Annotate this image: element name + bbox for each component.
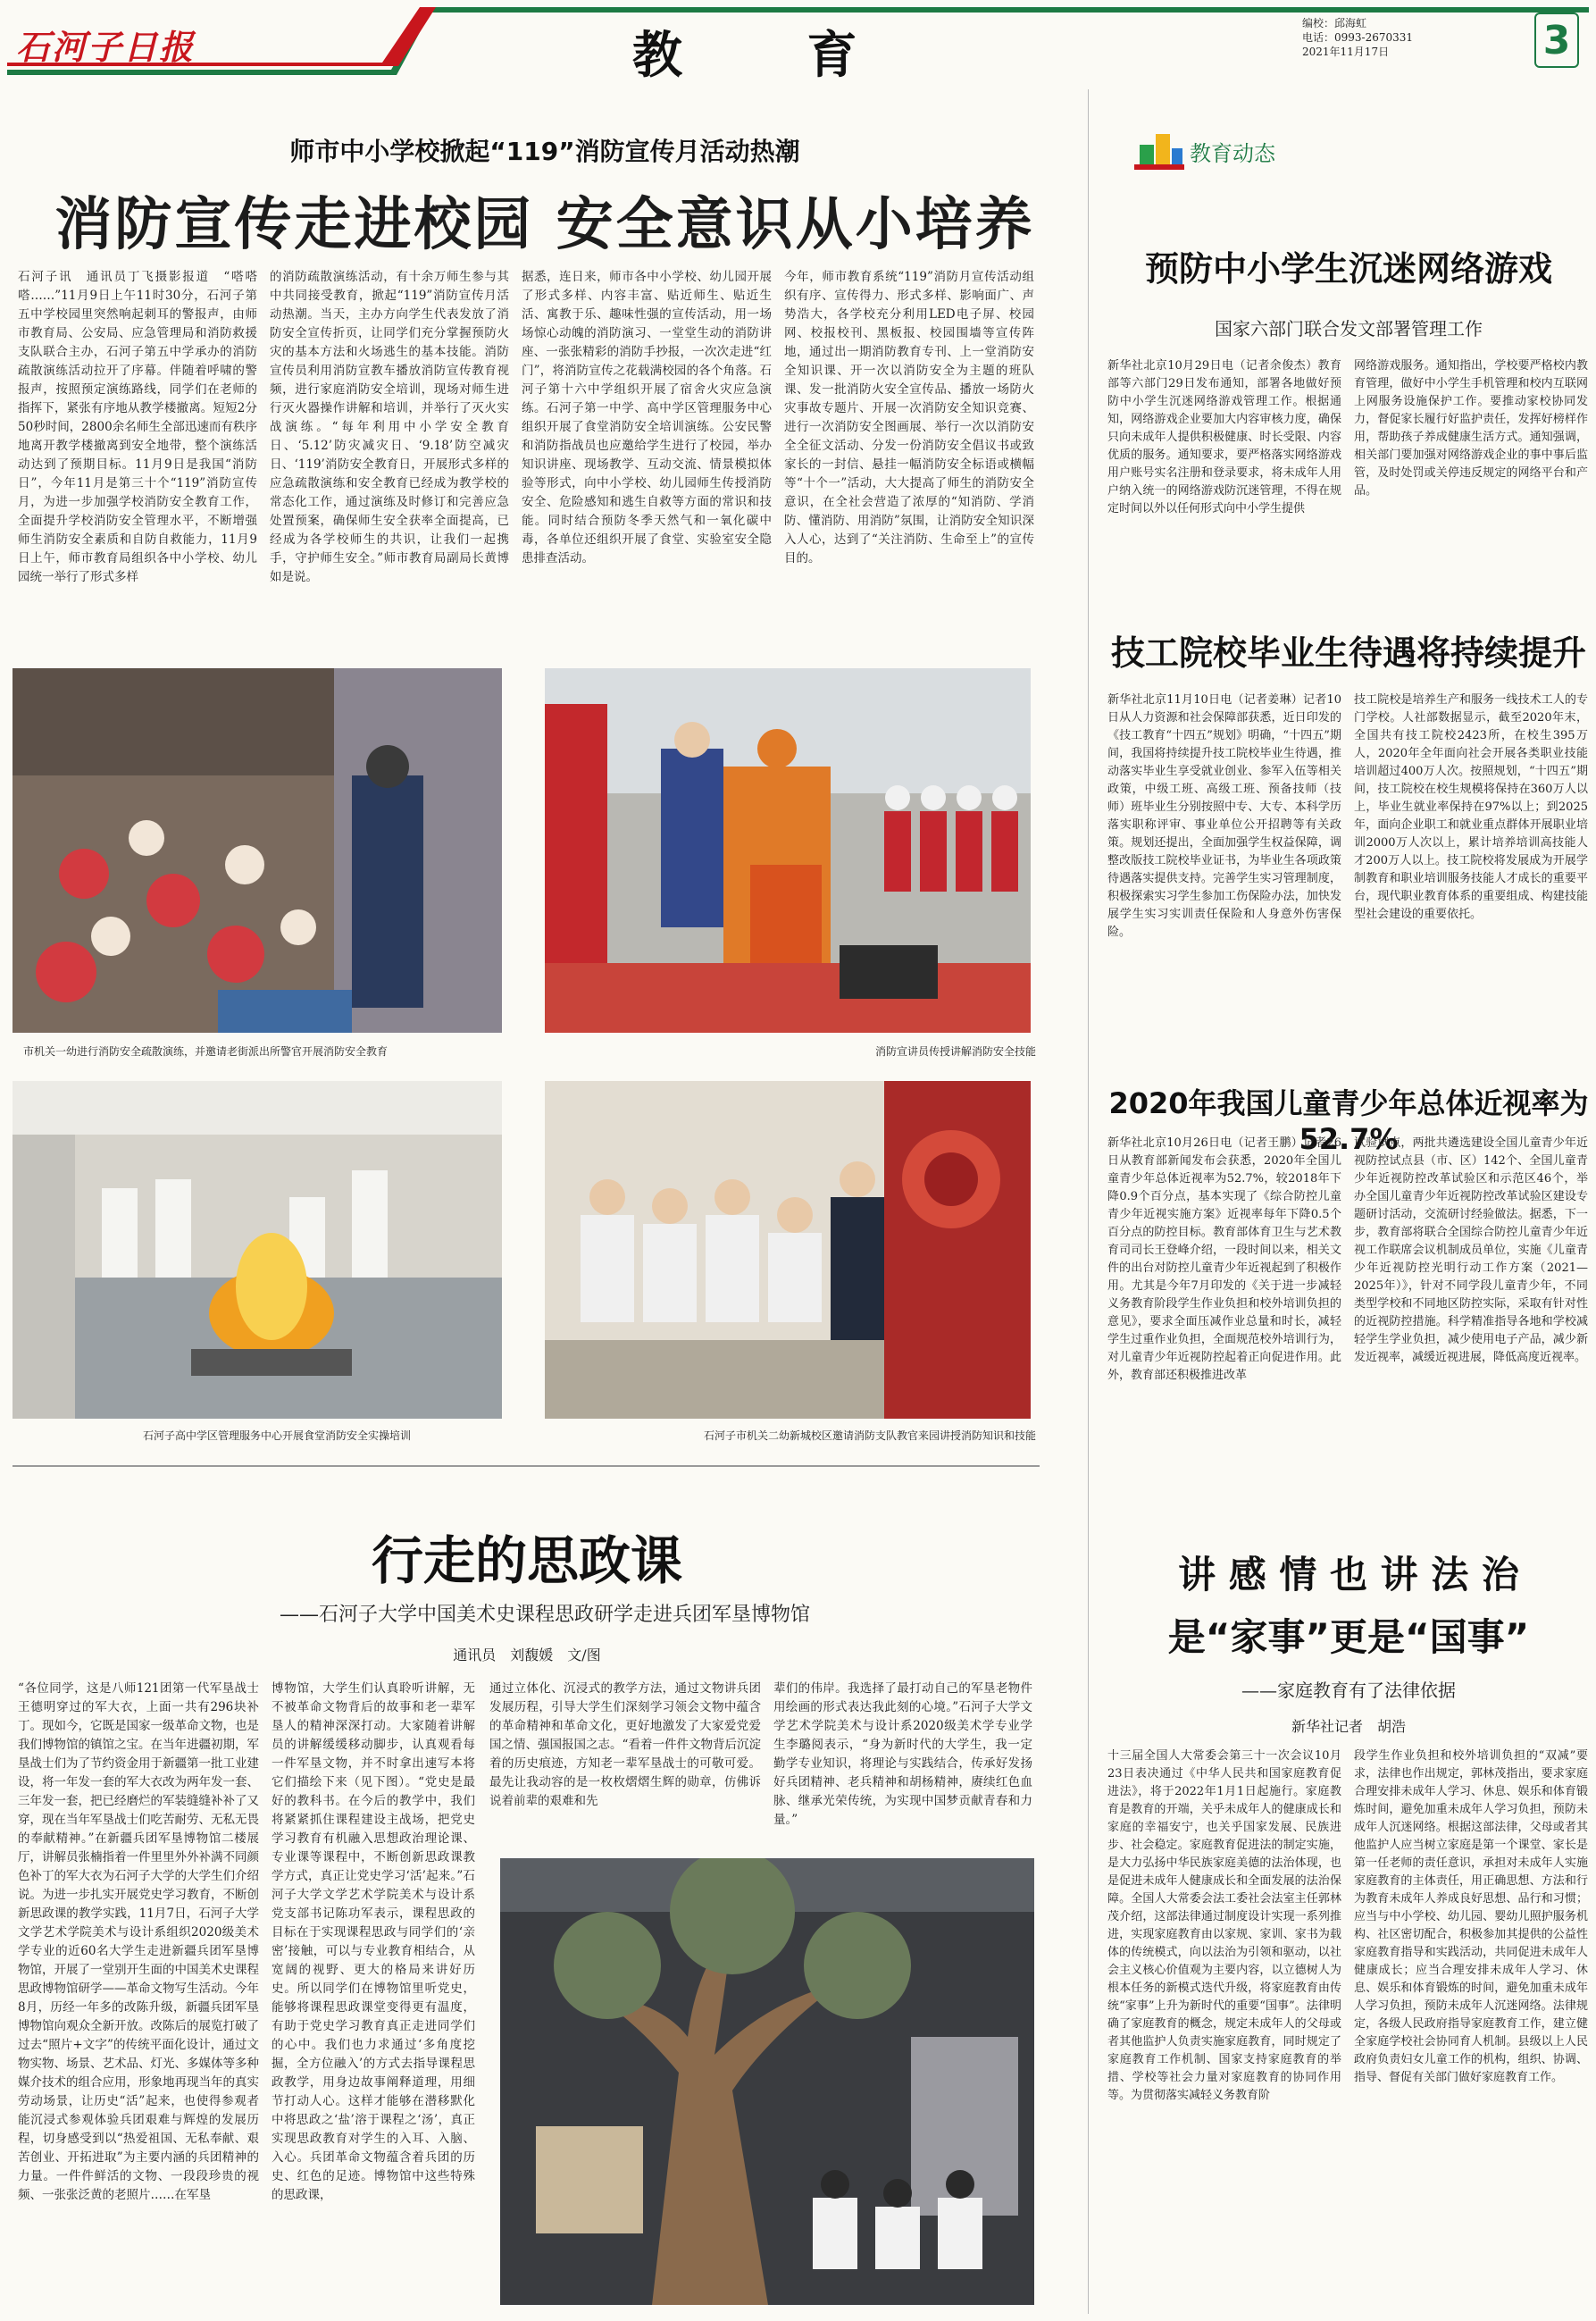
sidebar-article-4-title-1: 讲 感 情 也 讲 法 治 — [1178, 1553, 1519, 1596]
sidebar-article-2-column-2: 技工院校是培养生产和服务一线技术工人的专门学校。人社部数据显示，截至2020年末，全国共有技工院校2423所，在校生395万人，2020年全年面向社会开展各类职业技能培训超过400万人次。按照规划，“十四五”期间，技工院校在校生规模将保持在360万人以上，毕业生就业率保持在97%以上；到2025年，面向企业职工和就业重点群体开展职业培训2000万人次以上，累计培养培训高技能人才200万人以上。技工院校将发展成为开展学制教育和职业培训服务技能人才成长的重要平台，现代职业教育体系的重要组成、构建技能型社会建设的重要依托。 — [1354, 693, 1588, 921]
photo-firefighter-class — [545, 1081, 1031, 1419]
lead-headline: 消防宣传走进校园 安全意识从小培养 — [54, 192, 1035, 258]
editor-text: 编校：邱海虹 — [1302, 17, 1367, 29]
lead-kicker: 师市中小学校掀起“119”消防宣传月活动热潮 — [289, 137, 800, 166]
sidebar-article-1-title: 预防中小学生沉迷网络游戏 — [1144, 249, 1552, 289]
page-info — [1302, 16, 1413, 59]
photo-caption-3: 石河子高中学区管理服务中心开展食堂消防安全实操培训 — [143, 1429, 412, 1442]
newspaper-logo: 石河子日报 — [16, 27, 196, 67]
sidebar-article-2-title: 技工院校毕业生待遇将持续提升 — [1110, 633, 1586, 673]
sidebar-article-2-column-1: 新华社北京11月10日电（记者姜琳）记者10日从人力资源和社会保障部获悉，近日印发的《技工教育“十四五”规划》明确，“十四五”期间，我国将持续提升技工院校毕业生待遇，推动落实毕业生享受就业创业、参军入伍等相关政策，中级工班、高级工班、预备技师（技师）班毕业生分别按照中专、大专、本科学历落实职称评审、事业单位公开招聘等有关政策。规划还提出，全面加强学生权益保障，调整改版技工院校毕业证书，为毕业生各项政策待遇落实提供支持。完善学生实习管理制度，积极探索实习学生参加工伤保险办法，加快发展学生实习实训责任保险和人身意外伤害保险。 — [1107, 693, 1341, 939]
sidebar-article-4-column-1: 十三届全国人大常委会第三十一次会议10月23日表决通过《中华人民共和国家庭教育促进法》，将于2022年1月1日起施行。家庭教育是教育的开端，关乎未成年人的健康成长和家庭的幸福安宁，也关乎国家发展、民族进步、社会稳定。家庭教育促进法的制定实施，是大力弘扬中华民族家庭美德的法治体现，也是促进未成年人健康成长和全面发展的法治保障。全国人大常委会法工委社会法室主任郭林茂介绍，这部法律通过制度设计实现一系列推进，实现家庭教育由以家规、家训、家书为载体的传统模式，向以法治为引领和驱动，以社会主义核心价值观为主要内容，以立德树人为根本任务的新模式迭代升级，将家庭教育由传统“家事”上升为新时代的重要“国事”。法律明确了家庭教育的概念，规定未成年人的父母或者其他监护人负责实施家庭教育，同时规定了家庭教育工作机制、国家支持家庭教育的举措、学校等社会力量对家庭教育的协同作用等。为贯彻落实减轻义务教育阶 — [1107, 1749, 1341, 2102]
photo-kindergarten-drill — [13, 668, 502, 1033]
phone-text: 电话：0993-2670331 — [1302, 31, 1414, 44]
section-title: 教 育 — [632, 26, 911, 85]
feature-column-2: 博物馆，大学生们认真聆听讲解，无不被革命文物背后的故事和老一辈军垦人的精神深深打动。大家随着讲解员的讲解缓缓移动脚步，认真观看每一件军垦文物，并不时拿出速写本将它们描绘下来（见下图）。“党史是最好的教科书。在今后的教学中，我们将紧紧抓住课程建设主战场，把党史学习教育有机融入思想政治理论课、专业课等课程中，不断创新思政课教学方式，真正让党史学习‘活’起来。”石河子大学文学艺术学院美术与设计系党支部书记陈功军表示，课程思政的目标在于实现课程思政与同学们的‘亲密’接触，可以与专业教育相结合，从宽阔的视野、更大的格局来讲好历史。所以同学们在博物馆里听党史，能够将课程思政课堂变得更有温度，有助于党史学习教育真正走进同学们的心中。我们也力求通过‘多角度挖掘，全方位融入’的方式去指导课程思政教学，用身边故事阐释道理，用细节打动人心。这样才能够在潜移默化中将思政之‘盐’溶于课程之‘汤’，真正实现思政教育对学生的入耳、入脑、入心。兵团革命文物蕴含着兵团的历史、红色的足迹。博物馆中这些特殊的思政课， — [272, 1681, 475, 2202]
column-divider — [1088, 89, 1089, 2314]
news-badge — [1134, 125, 1366, 179]
section-divider — [13, 1465, 1040, 1467]
feature-column-1: “各位同学，这是八师121团第一代军垦战士王德明穿过的军大衣，上面一共有296块补丁。现如今，它既是国家一级革命文物，也是我们博物馆的镇馆之宝。在当年进疆初期，军垦战士们为了节约资金用于新疆第一批工业建设，将一年发一套的军大衣改为两年发一套、三年发一套，把已经磨烂的军装缝缝补补了又穿，现在当年军垦战士们吃苦耐劳、无私无畏的奉献精神。”在新疆兵团军垦博物馆二楼展厅，讲解员张楠指着一件里里外外补满不同颜色补丁的军大衣为石河子大学的大学生们介绍说。为进一步扎实开展党史学习教育，不断创新思政课的教学实践，11月7日，石河子大学文学艺术学院美术与设计系组织2020级美术学专业的近60名大学生走进新疆兵团军垦博物馆，开展了一堂别开生面的中国美术史课程思政博物馆研学——革命文物写生活动。今年8月，历经一年多的改陈升级，新疆兵团军垦博物馆向观众全新开放。改陈后的展览打破了过去“照片+文字”的传统平面化设计，通过文物实物、场景、艺术品、灯光、多媒体等多种媒介技术的组合应用，形象地再现当年的真实劳动场景，让历史“活”起来，也使得参观者能沉浸式参观体验兵团艰难与辉煌的发展历程，切身感受到以“热爱祖国、无私奉献、艰苦创业、开拓进取”为主要内涵的兵团精神的力量。一件件鲜活的文物、一段段珍贵的视频、一张张泛黄的老照片……在军垦 — [18, 1681, 259, 2202]
masthead — [7, 7, 1589, 85]
feature-byline: 通讯员 刘馥媛 文/图 — [453, 1646, 601, 1663]
sidebar-article-4-column-2: 段学生作业负担和校外培训负担的“双减”要求，法律也作出规定，郭林茂指出，要求家庭合理安排未成年人学习、休息、娱乐和体育锻炼时间，避免加重未成年人学习负担，预防未成年人沉迷网络。根据这部法律，父母或者其他监护人应当树立家庭是第一个课堂、家长是第一任老师的责任意识，承担对未成年人实施家庭教育的主体责任，用正确思想、方法和行为教育未成年人养成良好思想、品行和习惯；应当与中小学校、幼儿园、婴幼儿照护服务机构、社区密切配合，积极参加其提供的公益性家庭教育指导和实践活动，共同促进未成年人健康成长；应当合理安排未成年人学习、休息、娱乐和体育锻炼的时间，避免加重未成年人学习负担，预防未成年人沉迷网络。法律规定，各级人民政府指导家庭教育工作，建立健全家庭学校社会协同育人机制。县级以上人民政府负责妇女儿童工作的机构，组织、协调、指导、督促有关部门做好家庭教育工作。 — [1354, 1749, 1588, 2084]
sidebar-article-1-subtitle: 国家六部门联合发文部署管理工作 — [1215, 318, 1483, 339]
photo-kitchen-training — [13, 1081, 502, 1419]
feature-column-4: 辈们的伟岸。我选择了最打动自己的军垦老物件用绘画的形式表达我此刻的心境。”石河子大学文学艺术学院美术与设计系2020级美术学专业学生李璐阅表示，“身为新时代的大学生，我一定勤学专业知识，将理论与实践结合，传承好发扬好兵团精神、老兵精神和胡杨精神，赓续红色血脉、继承光荣传统，为实现中国梦贡献青春和力量。” — [773, 1681, 1032, 1827]
badge-icon — [1134, 125, 1184, 175]
photo-caption-4: 石河子市机关二幼新城校区邀请消防支队教官来园讲授消防知识和技能 — [703, 1429, 1036, 1442]
sidebar-article-4-title-2: 是“家事”更是“国事” — [1167, 1615, 1530, 1659]
lead-column-1: 石河子讯 通讯员丁飞摄影报道 “嗒嗒嗒……”11月9日上午11时30分，石河子第五中学校园里突然响起刺耳的警报声，由师市教育局、公安局、应急管理局和消防救援支队联合主办，石河子第五中学承办的消防疏散演练活动拉开了序幕。伴随着呼啸的警报声，按照预定演练路线，同学们在老师的指挥下，紧张有序地从教学楼撤离。短短2分50秒时间，2800余名师生全部迅速而有秩序地离开教学楼撤离到安全地带，整个演练活动达到了预期目标。11月9日是我国“消防日”，今年11月是第三十个“119”消防宣传月，为进一步加强学校消防安全教育工作，全面提升学校消防安全管理水平，不断增强师生消防安全素质和自防自救能力，11月9日上午，师市教育局组织各中小学校、幼儿园统一举行了形式多样 — [18, 270, 257, 584]
lead-column-3: 据悉，连日来，师市各中小学校、幼儿园开展了形式多样、内容丰富、贴近师生、贴近生活、寓教于乐、趣味性强的宣传活动，用一场场惊心动魄的消防演习、一堂堂生动的消防讲座、一张张精彩的消防手抄报，一次次走进“红门”，将消防宣传之花载满校园的各个角落。石河子第十六中学组织开展了宿舍火灾应急演练。石河子第一中学、高中学区管理服务中心组织开展了食堂消防安全培训演练。公安民警和消防指战员也应邀给学生进行了校园，举办知识讲座、现场教学、互动交流、情景模拟体验等形式，向中小学校、幼儿园师生传授消防安全、危险感知和逃生自救等方面的常识和技能。同时结合预防冬季天然气和一氧化碳中毒，各单位还组织开展了食堂、实验室安全隐患排查活动。 — [522, 270, 772, 566]
photo-museum-sketching — [500, 1858, 1034, 2305]
photo-firefighter-demo — [545, 668, 1031, 1033]
sidebar-article-3-column-1: 新华社北京10月26日电（记者王鹏）记者26日从教育部新闻发布会获悉，2020年全国儿童青少年总体近视率为52.7%，较2018年下降0.9个百分点，基本实现了《综合防控儿童青少年近视实施方案》近视率每年下降0.5个百分点的防控目标。教育部体育卫生与艺术教育司司长王登峰介绍，一段时间以来，相关文件的出台对防控儿童青少年近视起到了积极作用。尤其是今年7月印发的《关于进一步减轻义务教育阶段学生作业负担和校外培训负担的意见》，要求全面压减作业总量和时长，减轻学生过重作业负担，全面规范校外培训行为，对儿童青少年近视防控起着正向促进作用。此外，教育部还积极推进改革 — [1107, 1136, 1341, 1382]
lead-column-2: 的消防疏散演练活动，有十余万师生参与其中共同接受教育，掀起“119”消防宣传月活动热潮。当天，主办方向学生代表发放了消防安全宣传折页，让同学们充分掌握预防火灾的基本方法和火场逃生的基本技能。消防宣传员利用消防宣教车播放消防宣传教育视频，进行家庭消防安全培训，现场对师生进行灭火器操作讲解和培训，并举行了灭火实战演练。“每年利用中小学安全教育日、‘5.12’防灾减灾日、‘9.18’防空减灾日、‘119’消防安全教育日，开展形式多样的应急疏散演练和安全教育已经成为教学校的常态化工作，通过演练及时修订和完善应急处置预案，确保师生安全获率全面提高，已经成为各学校师生的共识，让我们一起携手，守护师生安全。”师市教育局副局长黄博如是说。 — [270, 270, 509, 584]
badge-text: 教育动态 — [1190, 141, 1275, 166]
sidebar-article-1-column-1: 新华社北京10月29日电（记者余俊杰）教育部等六部门29日发布通知，部署各地做好预防中小学生沉迷网络游戏管理工作。根据通知，网络游戏企业要加大内容审核力度，确保只向未成年人提供积极健康、时长受限、内容优质的服务。通知要求，要严格落实网络游戏用户账号实名注册和登录要求，将未成年人用户纳入统一的网络游戏防沉迷管理，不得在规定时间以外以任何形式向中小学生提供 — [1107, 359, 1341, 515]
page-number: 3 — [1534, 13, 1579, 68]
feature-headline: 行走的思政课 — [371, 1530, 682, 1591]
feature-subtitle: ——石河子大学中国美术史课程思政研学走进兵团军垦博物馆 — [279, 1604, 810, 1626]
sidebar-article-1-column-2: 网络游戏服务。通知指出，学校要严格校内教育管理，做好中小学生手机管理和校内互联网上网服务设施保护工作。要推动家校协同发力，督促家长履行好监护责任，发挥好榜样作用，帮助孩子养成健康生活方式。通知强调，相关部门要加强对网络游戏企业的事中事后监管，及时处罚或关停违反规定的网络平台和产品。 — [1354, 359, 1588, 498]
photo-caption-1: 市机关一幼进行消防安全疏散演练，并邀请老街派出所警官开展消防安全教育 — [23, 1045, 389, 1058]
sidebar-article-4-byline: 新华社记者 胡浩 — [1291, 1718, 1406, 1735]
feature-column-3: 通过立体化、沉浸式的教学方法，通过文物讲兵团发展历程，引导大学生们深刻学习领会文物中蕴含的革命精神和革命文化，更好地激发了大家爱党爱国之情、强国报国之志。“看着一件件文物背后沉淀着的历史痕迹，方知老一辈军垦战士的可敬可爱。最先让我动容的是一枚枚熠熠生辉的勋章，仿佛诉说着前辈的艰难和先 — [489, 1681, 761, 1808]
sidebar-article-3-title: 2020年我国儿童青少年总体近视率为52.7% — [1108, 1086, 1589, 1156]
lead-column-4: 今年，师市教育系统“119”消防月宣传活动组织有序、宣传得力、形式多样、影响面广、声势浩大，各学校充分利用LED电子屏、校园网、校报校刊、黑板报、校园围墙等宣传阵地，通过出一期消防教育专刊、上一堂消防安全知识课、开一次以消防安全为主题的班队课、发一批消防火安全宣传品、播放一场防火灾事故专题片、开展一次消防安全知识竞赛、进行一次消防安全图画展、举行一次以消防安全全征文活动、分发一份消防安全倡议书或致家长的一封信、悬挂一幅消防安全标语或横幅等“十个一”活动，大大提高了师生的消防安全意识，在全社会营造了浓厚的“知消防、学消防、懂消防、用消防”氛围，让消防安全知识深入人心，达到了“关注消防、生命至上”的宣传目的。 — [784, 270, 1034, 566]
sidebar-article-3-column-2: 试验试点，两批共遴选建设全国儿童青少年近视防控试点县（市、区）142个、全国儿童青少年近视防控改革试验区和示范区46个，举办全国儿童青少年近视防控改革试验区建设专题研讨活动，交流研讨经验做法。据悉，下一步，教育部将联合全国综合防控儿童青少年近视工作联席会议机制成员单位，实施《儿童青少年近视防控光明行动工作方案（2021—2025年）》，针对不同学段儿童青少年，不同类型学校和不同地区防控实际，采取有针对性的近视防控措施。科学精准指导各地和学校减轻学生学业负担，减少使用电子产品，减少新发近视率，减缓近视进展，降低高度近视率。 — [1354, 1136, 1588, 1364]
date-text: 2021年11月17日 — [1302, 46, 1390, 58]
sidebar-article-4-subtitle: ——家庭教育有了法律依据 — [1241, 1680, 1456, 1701]
photo-caption-2: 消防宣讲员传授讲解消防安全技能 — [874, 1045, 1036, 1058]
